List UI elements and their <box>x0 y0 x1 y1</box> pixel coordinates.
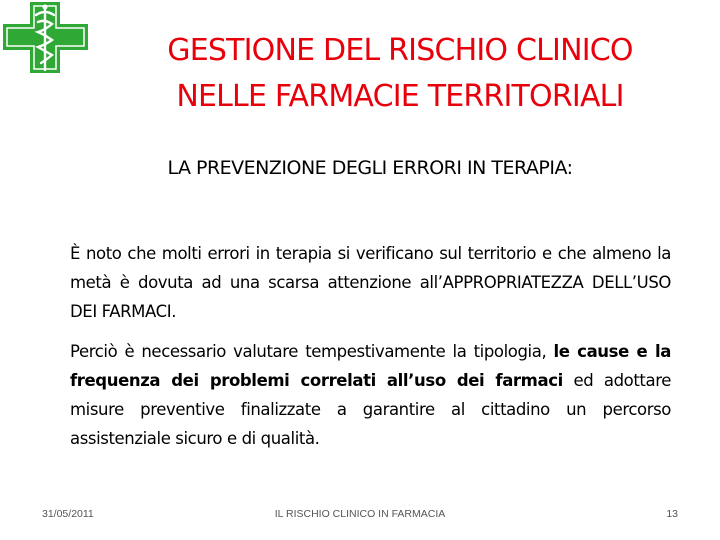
paragraph-2-part-2: ed adottare misure preventive finalizzate a garantire al cittadino un percorso assistenziale sicuro e di qualità. <box>70 371 671 448</box>
slide-subtitle: LA PREVENZIONE DEGLI ERRORI IN TERAPIA: <box>167 157 573 179</box>
paragraph-2-part-1: Perciò è necessario valutare tempestivamente la tipologia, <box>70 342 554 361</box>
paragraph-2 <box>70 337 671 453</box>
page-number: 13 <box>666 508 678 520</box>
pharmacy-cross-caduceus-icon <box>0 0 92 76</box>
paragraph-1: È noto che molti errori in terapia si verificano sul territorio e che almeno la metà è dovuta ad una scarsa attenzione all’APPROPRIATEZZA DELL’USO DEI FARMACI. <box>70 244 671 321</box>
slide-title <box>100 28 700 120</box>
title-line-2: NELLE FARMACIE TERRITORIALI <box>176 79 624 114</box>
footer-date: 31/05/2011 <box>42 508 94 520</box>
footer-title: IL RISCHIO CLINICO IN FARMACIA <box>274 508 446 520</box>
title-line-1: GESTIONE DEL RISCHIO CLINICO <box>167 33 633 68</box>
paragraph-2-bold: le cause e la frequenza dei problemi correlati all’uso dei farmaci <box>70 342 671 390</box>
